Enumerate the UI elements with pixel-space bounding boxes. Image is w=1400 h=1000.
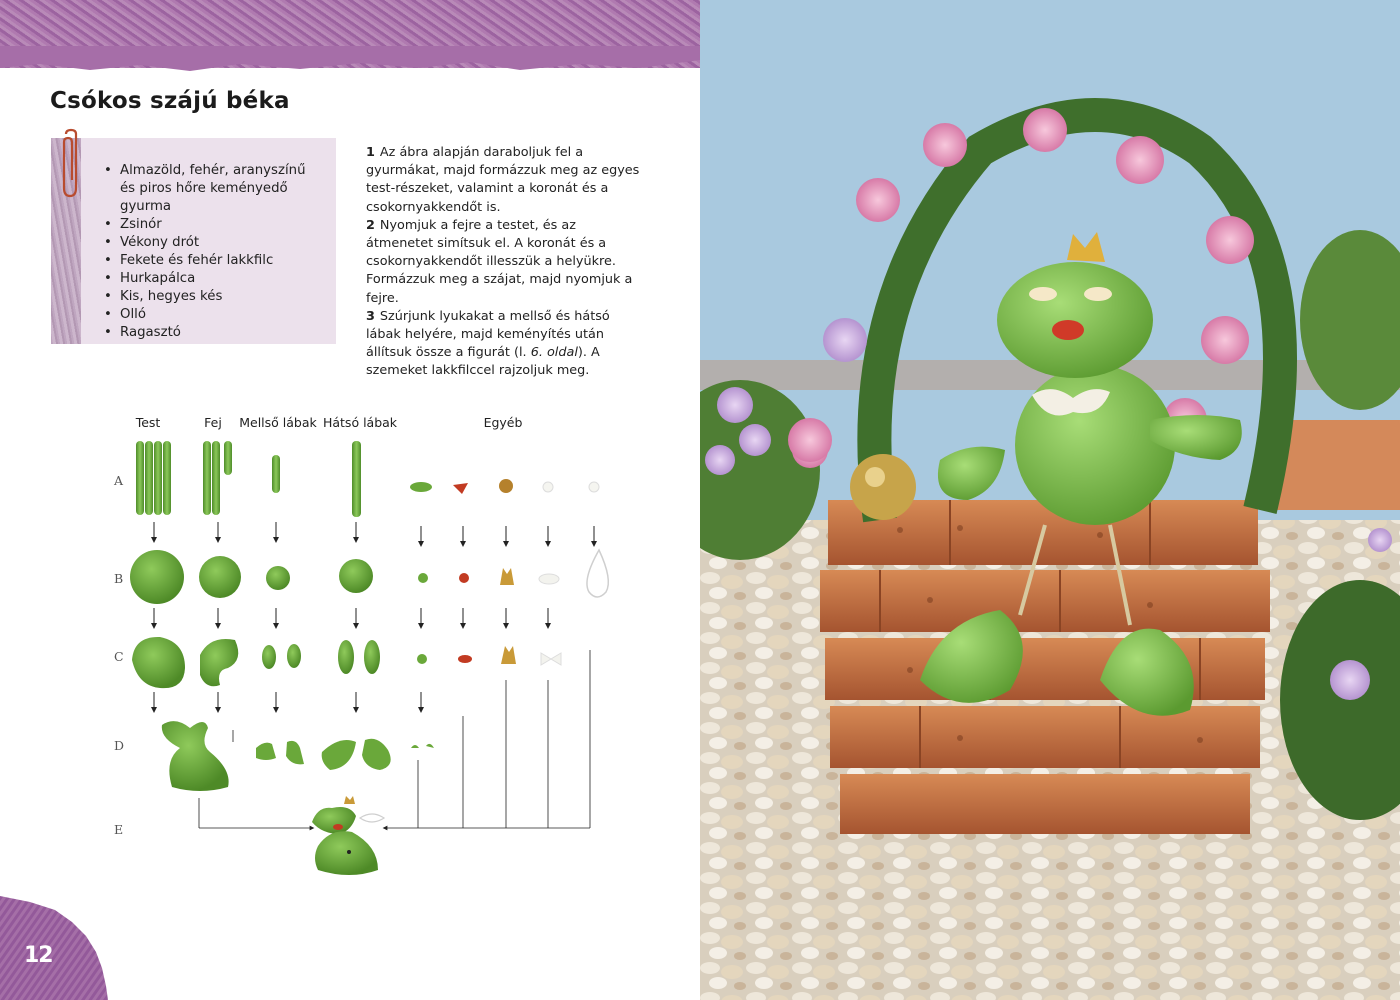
- materials-item: • Almazöld, fehér, aranyszínű és piros hőre keményedő gyurma: [104, 162, 319, 216]
- mellso-roll: [272, 455, 280, 493]
- brick-stand: [820, 500, 1270, 834]
- hatso-roll: [352, 441, 361, 517]
- red-lips-c: [458, 655, 472, 663]
- body-assembled-d: [162, 721, 229, 791]
- materials-item: • Vékony drót: [104, 234, 319, 252]
- front-foot-right: [286, 741, 304, 764]
- step-text: Szúrjunk lyukakat a mellső és hátsó lábak helyére, majd keményítés után állítsuk össze a figurát (l.: [366, 308, 610, 361]
- step-text: ). A szemeket lakkfilccel rajzoljuk meg.: [366, 345, 600, 379]
- eyes-d: [411, 744, 434, 748]
- mellso-ball: [266, 566, 290, 590]
- column-header-fej: Fej: [204, 415, 222, 430]
- column-header-egyeb: Egyéb: [483, 415, 523, 430]
- materials-item: • Olló: [104, 306, 319, 324]
- page-reference: 6. oldal: [530, 345, 578, 361]
- green-piece: [410, 482, 432, 492]
- crown-c: [501, 646, 516, 664]
- row-label-d: D: [114, 738, 125, 753]
- row-label-a: A: [114, 473, 124, 488]
- row-label-e: E: [114, 822, 124, 837]
- green-small-ball: [418, 573, 428, 583]
- column-header-hatso-labak: Hátsó lábak: [322, 415, 398, 430]
- gold-ornament: [850, 454, 916, 520]
- connector-lines: [199, 650, 590, 828]
- row-label-b: B: [114, 571, 124, 586]
- step-number: 2: [366, 217, 375, 233]
- hatso-ball: [339, 559, 373, 593]
- green-dot-c: [417, 654, 427, 664]
- page-number: 12: [24, 943, 53, 968]
- arrows-a-b: [154, 522, 594, 544]
- arrows-c-d: [154, 692, 421, 710]
- front-foot-left: [256, 743, 276, 760]
- fej-rolls: [203, 441, 232, 515]
- step-text: Az ábra alapján daraboljuk fel a gyurmákat, majd formázzuk meg az egyes test-részeket, valamint a koronát és a csokornyakkendőt is.: [366, 145, 640, 215]
- red-small-ball: [459, 573, 469, 583]
- column-header-test: Test: [135, 415, 161, 430]
- fej-ball: [199, 556, 241, 598]
- materials-item: • Fekete és fehér lakkfilc: [104, 252, 319, 270]
- test-rolls: [136, 441, 171, 515]
- white-ball-small: [589, 482, 599, 492]
- row-label-c: C: [114, 649, 124, 664]
- hatso-half-left: [338, 640, 354, 674]
- finished-frog-small: [312, 796, 384, 875]
- mellso-half-right: [287, 644, 301, 668]
- materials-item: • Ragasztó: [104, 324, 319, 342]
- materials-item: • Kis, hegyes kés: [104, 288, 319, 306]
- red-piece: [453, 483, 468, 494]
- fej-shape-c: [200, 639, 238, 686]
- gold-ball: [499, 479, 513, 493]
- mellso-half-left: [262, 645, 276, 669]
- white-ball: [543, 482, 553, 492]
- page-title: Csókos szájú béka: [50, 88, 290, 114]
- white-bow-shape: [539, 574, 559, 584]
- hatso-half-right: [364, 640, 380, 674]
- right-page-photo: [700, 0, 1400, 1000]
- test-ball: [130, 550, 184, 604]
- decorative-corner-band: [0, 896, 110, 1000]
- step-number: 1: [366, 145, 375, 160]
- column-header-mellso-labak: Mellső lábak: [239, 415, 317, 430]
- test-shape-c: [132, 637, 185, 688]
- materials-item: • Hurkapálca: [104, 270, 319, 288]
- step-number: 3: [366, 308, 375, 324]
- bow-c: [541, 653, 561, 665]
- hind-foot-left: [322, 740, 356, 770]
- wire-loop: [587, 550, 608, 597]
- arrows-b-c: [154, 608, 548, 626]
- materials-item: • Zsinór: [104, 216, 319, 234]
- gold-crown-shape: [500, 568, 514, 585]
- step-text: Nyomjuk a fejre a testet, és az átmenetet simítsuk el. A koronát és a csokornyakkendőt illesszük a helyükre. Formázzuk meg a szájat, majd nyomjuk a fejre.: [366, 217, 633, 306]
- frog-photo: [700, 0, 1400, 1000]
- hind-foot-right: [362, 739, 391, 770]
